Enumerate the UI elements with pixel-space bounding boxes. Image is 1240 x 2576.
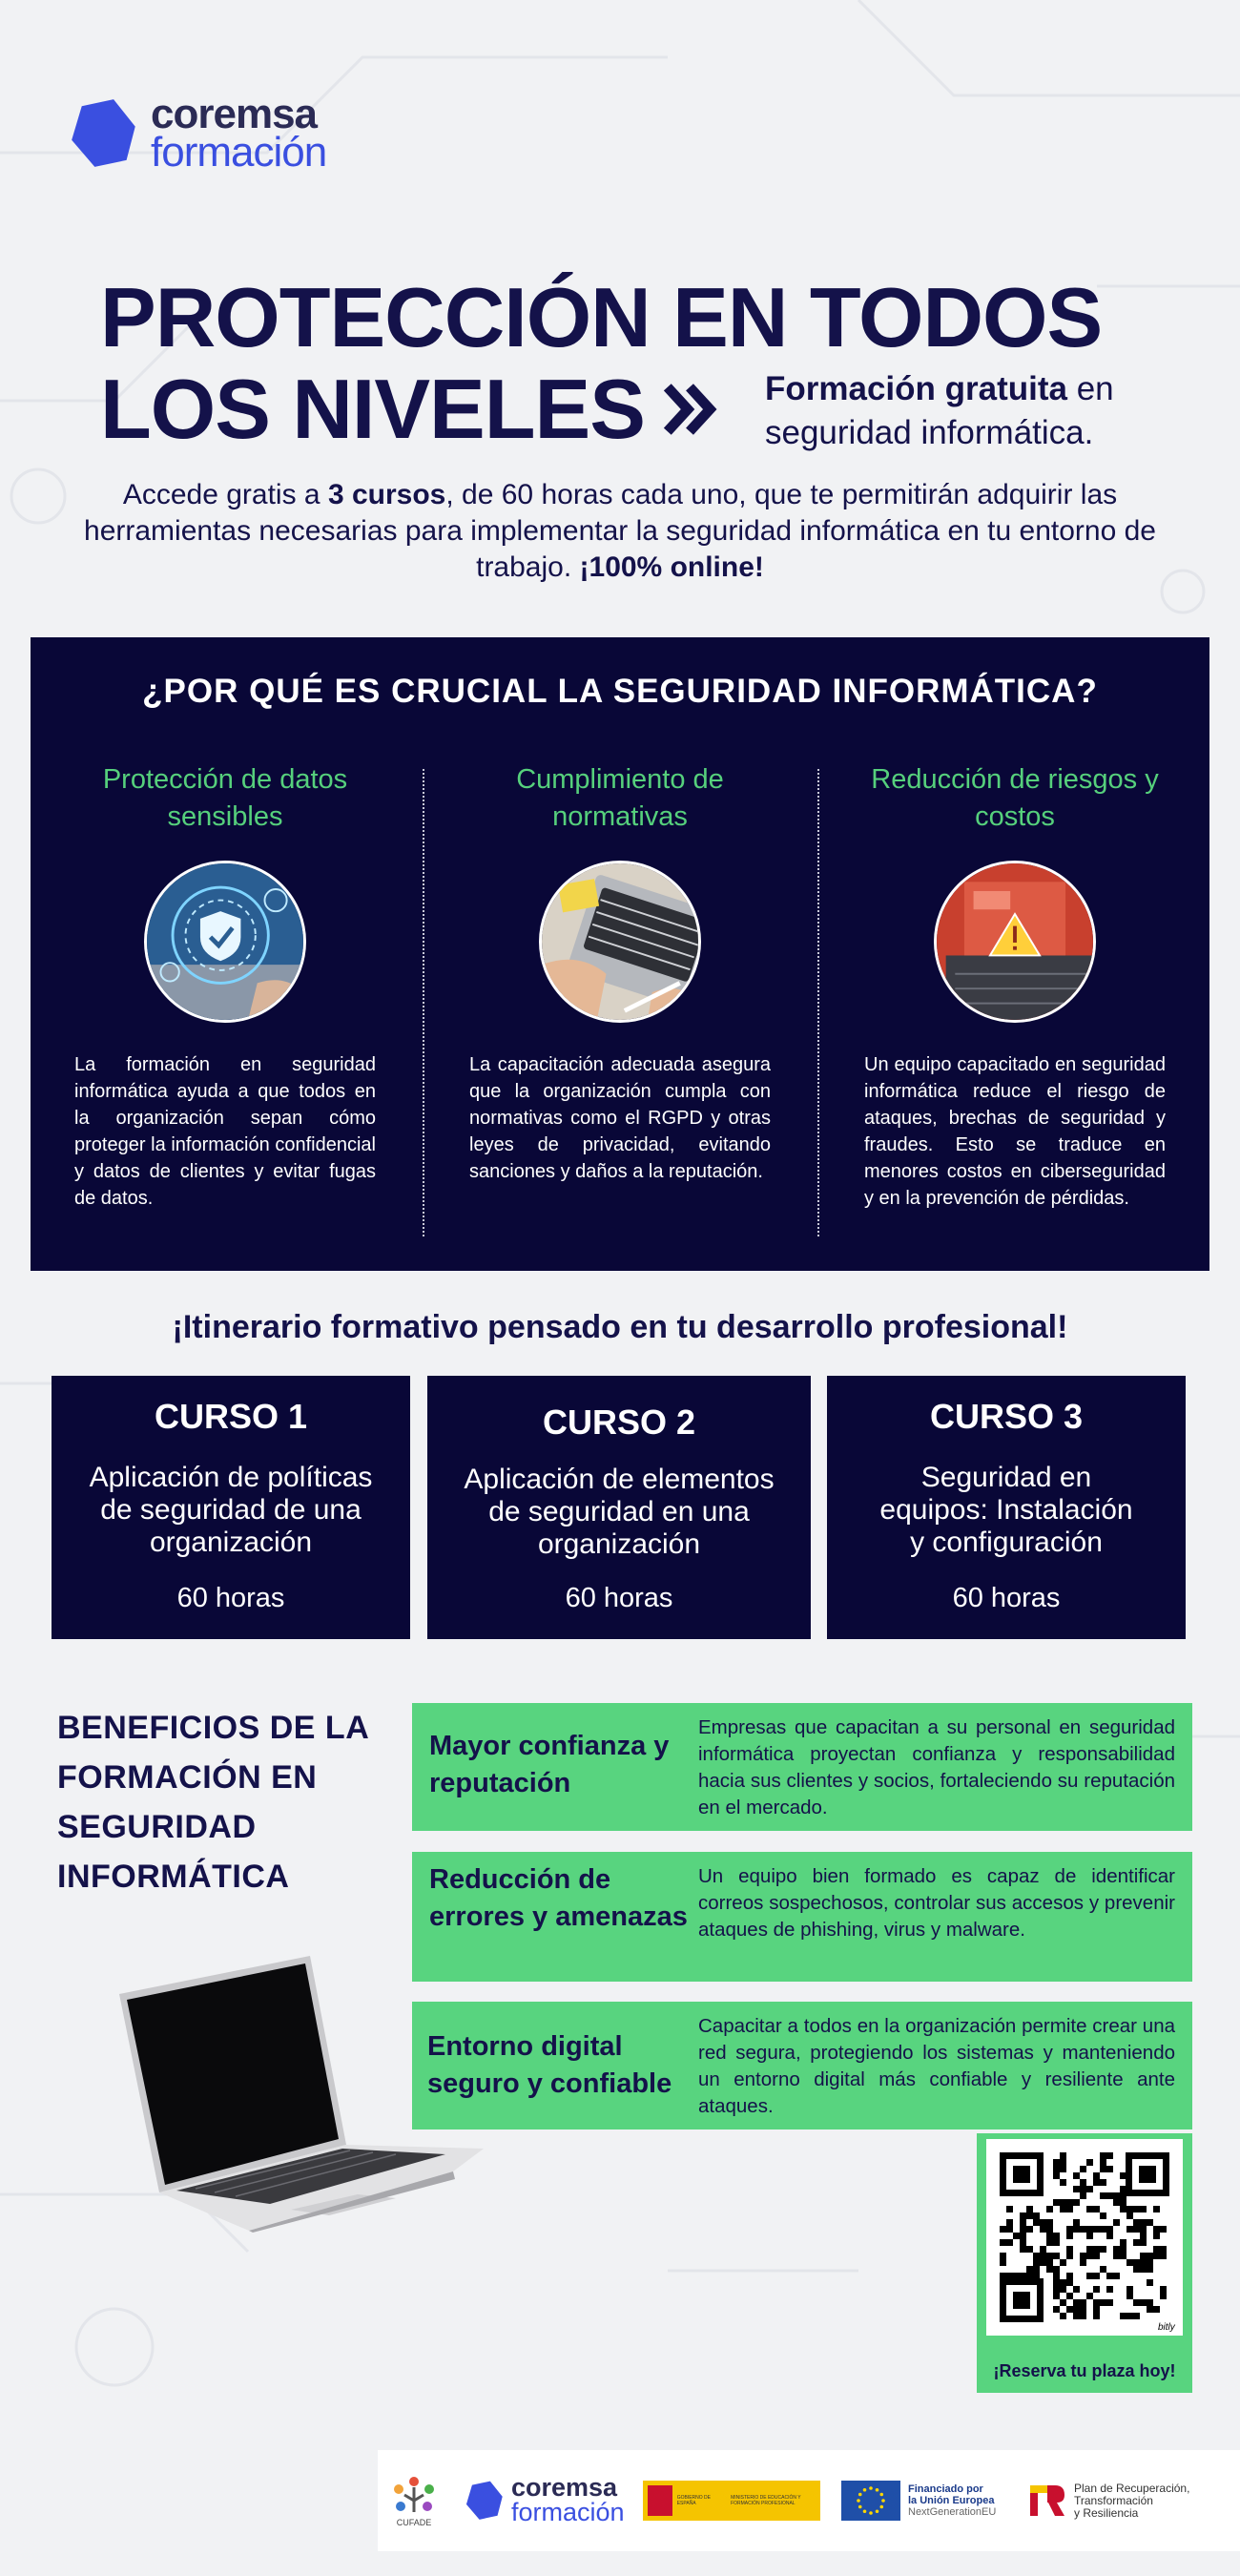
- benefit-heading: Entorno digital seguro y confiable: [427, 2031, 672, 2099]
- eu-line-1: Financiado por: [908, 2483, 983, 2495]
- column-heading: Reducción de riesgos y costos: [871, 764, 1159, 832]
- course-hours: 60 horas: [565, 1583, 673, 1613]
- course-card-2[interactable]: [427, 1376, 811, 1639]
- gov-right-label: MINISTERIO DE EDUCACIÓN Y FORMACIÓN PROFESIONAL: [731, 2495, 801, 2506]
- why-security-section: [31, 637, 1209, 1271]
- hero-subtitle: [765, 367, 1114, 455]
- hero-title-line-1: PROTECCIÓN EN TODOS: [100, 270, 1103, 364]
- hero-subtitle-rest: en: [1066, 370, 1114, 407]
- sponsor-footer: [378, 2450, 1240, 2551]
- column-heading: Cumplimiento de normativas: [516, 764, 724, 832]
- qr-code[interactable]: [986, 2139, 1183, 2336]
- column-text: Un equipo capacitado en seguridad informática reduce el riesgo de ataques, brechas de seguridad y fraudes. Esto se traduce en menores costos en ciberseguridad y en la prevención de pérdidas.: [864, 1054, 1166, 1209]
- double-chevron-right-icon: [662, 381, 717, 438]
- footer-logo-line-2: formación: [511, 2498, 625, 2526]
- why-section-title: ¿POR QUÉ ES CRUCIAL LA SEGURIDAD INFORMÁTICA?: [142, 673, 1098, 710]
- course-label: CURSO 3: [929, 1397, 1084, 1436]
- cufade-label: CUFADE: [396, 2518, 432, 2527]
- shield-security-icon: [144, 861, 306, 1023]
- footer-logo-line-1: coremsa: [511, 2473, 618, 2503]
- plan-line-1: Plan de Recuperación,: [1074, 2481, 1190, 2495]
- course-label: CURSO 1: [154, 1397, 308, 1436]
- qr-brand: bitly: [1158, 2322, 1175, 2333]
- intro-part-2: , de 60 horas cada uno, que te permitirán adquirir las herramientas necesarias para implementar la seguridad informática en tu entorno de trabajo.: [84, 479, 1156, 583]
- benefits-title-line: FORMACIÓN EN: [57, 1759, 318, 1796]
- course-name: Aplicación de políticas de seguridad de una organización: [89, 1462, 373, 1558]
- benefit-heading: Mayor confianza y reputación: [429, 1731, 670, 1798]
- intro-bold-2: ¡100% online!: [579, 551, 764, 583]
- recovery-plan-icon: [1026, 2480, 1068, 2522]
- eu-flag-icon: [841, 2481, 900, 2521]
- qr-code-graphic: [986, 2139, 1183, 2336]
- cufade-logo: [387, 2450, 441, 2551]
- hero-subtitle-line-2: seguridad informática.: [765, 414, 1094, 451]
- laptop-typing-icon: [539, 861, 701, 1023]
- why-column-compliance: [469, 761, 771, 1185]
- course-card-3[interactable]: [827, 1376, 1186, 1639]
- eu-line-2: la Unión Europea: [908, 2495, 995, 2506]
- course-hours: 60 horas: [176, 1583, 285, 1613]
- benefit-text: Capacitar a todos en la organización permite crear una red segura, protegiendo los sistemas y manteniendo un entorno digital más confiable y resiliente ante ataques.: [698, 2015, 1175, 2117]
- laptop-icon: [110, 1946, 486, 2233]
- hero-title-line-2: LOS NIVELES: [100, 362, 645, 456]
- plan-line-3: y Resiliencia: [1074, 2505, 1139, 2520]
- column-heading: Protección de datos sensibles: [102, 764, 348, 832]
- why-column-risk-reduction: [864, 761, 1166, 1212]
- gov-left-label: GOBIERNO DE ESPAÑA: [676, 2495, 711, 2506]
- benefits-title: [57, 1703, 369, 1901]
- benefit-card-trust: [412, 1703, 1192, 1831]
- plan-line-2: Transformación: [1074, 2493, 1153, 2507]
- intro-paragraph: [57, 477, 1183, 586]
- hero-subtitle-bold: Formación gratuita: [765, 370, 1067, 407]
- reserve-cta[interactable]: ¡Reserva tu plaza hoy!: [993, 2361, 1176, 2380]
- hexagon-logo-icon: [464, 2481, 504, 2521]
- column-text: La formación en seguridad informática ayuda a que todos en la organización sepan cómo proteger la información confidencial y datos de clientes y evitar fugas de datos.: [74, 1054, 376, 1209]
- hexagon-logo-icon: [67, 98, 137, 169]
- benefits-title-line: INFORMÁTICA: [57, 1859, 290, 1895]
- warning-alert-icon: [934, 861, 1096, 1023]
- qr-code-card[interactable]: [977, 2133, 1192, 2393]
- course-hours: 60 horas: [952, 1583, 1061, 1613]
- benefit-text: Empresas que capacitan a su personal en seguridad informática proyectan confianza y responsabilidad hacia sus clientes y socios, fortaleciendo su reputación en el mercado.: [698, 1716, 1175, 1818]
- column-text: La capacitación adecuada asegura que la organización cumpla con normativas como el RGPD y otras leyes de privacidad, evitando sanciones y daños a la reputación.: [469, 1054, 771, 1182]
- logo-line-2: formación: [151, 129, 327, 177]
- benefit-card-errors: [412, 1852, 1192, 1982]
- itinerary-title: ¡Itinerario formativo pensado en tu desarrollo profesional!: [172, 1309, 1068, 1345]
- course-label: CURSO 2: [542, 1402, 696, 1442]
- course-name: Aplicación de elementos de seguridad en una organización: [464, 1464, 775, 1560]
- benefit-text: Un equipo bien formado es capaz de identificar correos sospechosos, controlar sus accesos y prevenir ataques de phishing, virus y malware.: [698, 1865, 1175, 1941]
- recovery-plan-logo: [1026, 2450, 1189, 2551]
- course-name: Seguridad en equipos: Instalación y configuración: [879, 1462, 1133, 1558]
- logo-line-1: coremsa: [151, 91, 318, 137]
- benefits-title-line: SEGURIDAD: [57, 1809, 257, 1845]
- gobierno-espana-logo: [643, 2450, 820, 2551]
- intro-bold-1: 3 cursos: [327, 479, 446, 510]
- eu-line-3: NextGenerationEU: [908, 2506, 997, 2518]
- eu-funding-logo: [841, 2450, 996, 2551]
- column-divider: [423, 769, 424, 1236]
- benefit-heading: Reducción de errores y amenazas: [429, 1864, 688, 1932]
- intro-part-1: Accede gratis a: [122, 479, 328, 510]
- benefits-title-line: BENEFICIOS DE LA: [57, 1710, 370, 1746]
- coremsa-logo[interactable]: [67, 91, 327, 177]
- people-circle-icon: [387, 2474, 441, 2518]
- footer-coremsa-logo: [464, 2450, 625, 2551]
- column-divider: [817, 769, 819, 1236]
- why-column-data-protection: [74, 761, 376, 1212]
- benefit-card-secure-environment: [412, 2002, 1192, 2129]
- course-card-1[interactable]: [52, 1376, 410, 1639]
